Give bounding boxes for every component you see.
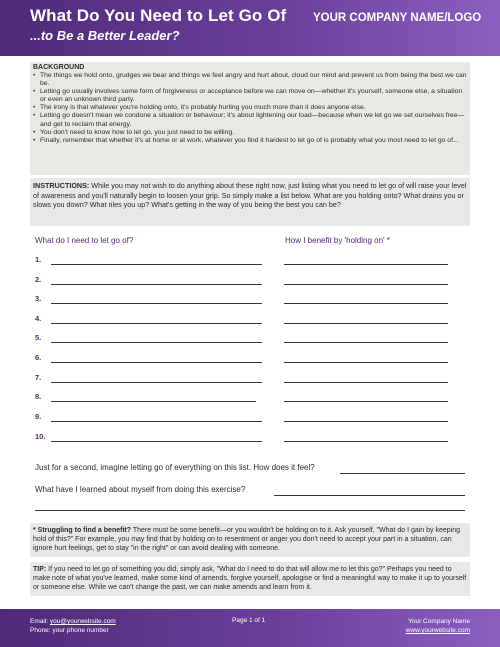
- row-number: 10.: [35, 432, 46, 441]
- reflection-answer-line-3[interactable]: [35, 510, 465, 511]
- let-go-line-2[interactable]: [51, 284, 262, 285]
- background-heading: BACKGROUND: [33, 64, 85, 71]
- tip-text: If you need to let go of something you did, simply ask, "What do I need to do that will allow me to let this go?" Perhaps you need to make note of what you've learned, make some kind of amends, forgive yourself, apologise or find a meaningful way to make it up to yourself or someone else. While we can't change the past, we can make amends and learn from it.: [33, 566, 467, 592]
- background-bullet: • You don't need to know how to let go, you just need to be willing.: [33, 129, 467, 137]
- benefit-line-2[interactable]: [284, 284, 448, 285]
- tip-box: [30, 562, 470, 596]
- background-bullet: • Finally, remember that whether it's at home or at work, whatever you find it hardest to let go of is probably what you most need to let go of...: [33, 137, 467, 145]
- benefit-line-6[interactable]: [284, 362, 448, 363]
- row-number: 7.: [35, 373, 42, 382]
- let-go-line-1[interactable]: [51, 264, 262, 265]
- let-go-line-8[interactable]: [51, 401, 256, 402]
- instructions-label: INSTRUCTIONS:: [33, 181, 90, 190]
- benefit-line-5[interactable]: [284, 342, 448, 343]
- footer-company-name: Your Company Name: [408, 618, 470, 625]
- page-footer: [0, 609, 500, 647]
- row-number: 1.: [35, 255, 42, 264]
- company-logo: YOUR COMPANY NAME/LOGO: [313, 12, 482, 24]
- instructions-text: While you may not wish to do anything about these right now, just listing what you need to let go of will raise your level of awareness and you'll naturally begin to loosen your grip. So simply make a list below. What are you holding onto? What drains you or slows you down? What riles you up? What's getting in the way of you being the best you can be?: [33, 181, 467, 210]
- struggle-box: [30, 523, 470, 557]
- reflection-answer-line-2[interactable]: [274, 495, 465, 496]
- row-number: 6.: [35, 353, 42, 362]
- page-subtitle: ...to Be a Better Leader?: [30, 28, 180, 43]
- left-column-heading: What do I need to let go of?: [35, 236, 134, 245]
- benefit-line-10[interactable]: [284, 441, 448, 442]
- row-number: 3.: [35, 294, 42, 303]
- let-go-line-7[interactable]: [51, 382, 262, 383]
- instructions-box: [30, 178, 470, 226]
- benefit-line-7[interactable]: [284, 382, 448, 383]
- let-go-line-10[interactable]: [51, 441, 262, 442]
- reflection-question-2: What have I learned about myself from doing this exercise?: [35, 485, 246, 494]
- background-bullet: • The irony is that whatever you're holding onto, it's probably hurting you much more than it does anyone else.: [33, 104, 467, 112]
- footer-page-number: Page 1 of 1: [232, 617, 266, 624]
- row-number: 5.: [35, 333, 42, 342]
- footer-contact: [30, 617, 116, 635]
- right-column-heading: How I benefit by 'holding on' *: [285, 236, 390, 245]
- row-number: 4.: [35, 314, 42, 323]
- let-go-line-3[interactable]: [51, 303, 262, 304]
- let-go-line-9[interactable]: [51, 421, 262, 422]
- reflection-question-1: Just for a second, imagine letting go of everything on this list. How does it feel?: [35, 463, 315, 472]
- benefit-line-1[interactable]: [284, 264, 448, 265]
- let-go-line-6[interactable]: [51, 362, 262, 363]
- let-go-line-5[interactable]: [51, 342, 262, 343]
- footer-company: [406, 617, 470, 635]
- benefit-line-8[interactable]: [284, 401, 448, 402]
- reflection-answer-line-1[interactable]: [340, 473, 465, 474]
- background-list: [33, 72, 467, 145]
- let-go-line-4[interactable]: [51, 323, 262, 324]
- row-number: 8.: [35, 392, 42, 401]
- tip-label: TIP:: [33, 566, 47, 573]
- footer-email-link[interactable]: you@yourwebsite.com: [49, 618, 116, 625]
- background-bullet: • Letting go doesn't mean we condone a situation or behaviour; it's about lightening our load—because when we let go we set ourselves free—and get to reclaim that energy.: [33, 112, 467, 128]
- footer-phone: Phone: your phone number: [30, 627, 109, 634]
- background-bullet: • The things we hold onto, grudges we bear and things we feel angry and hurt about, cloud our mind and prevent us from being the best we can be.: [33, 72, 467, 88]
- benefit-line-3[interactable]: [284, 303, 448, 304]
- row-number: 2.: [35, 275, 42, 284]
- benefit-line-9[interactable]: [284, 421, 448, 422]
- page-header: [0, 0, 500, 56]
- footer-email-label: Email:: [30, 618, 49, 625]
- struggle-label: * Struggling to find a benefit?: [33, 527, 131, 534]
- background-section: [30, 62, 470, 175]
- page-title: What Do You Need to Let Go Of: [30, 6, 287, 25]
- background-bullet: • Letting go usually involves some form of forgiveness or acceptance before we can move on—whether it's yourself, someone else, a situation or even an unknown third party.: [33, 88, 467, 104]
- row-number: 9.: [35, 412, 42, 421]
- benefit-line-4[interactable]: [284, 323, 448, 324]
- footer-website-link[interactable]: www.yourwebsite.com: [405, 627, 470, 634]
- struggle-text: There must be some benefit—or you wouldn't be holding on to it. Ask yourself, "What do I gain by keeping hold of this?" For example, you may find that by holding on to resentment or anger you don't need to accept your part in a situation, can ignore hurt feelings, get to stay "in the right" or can avoid dealing with someone.: [33, 527, 460, 553]
